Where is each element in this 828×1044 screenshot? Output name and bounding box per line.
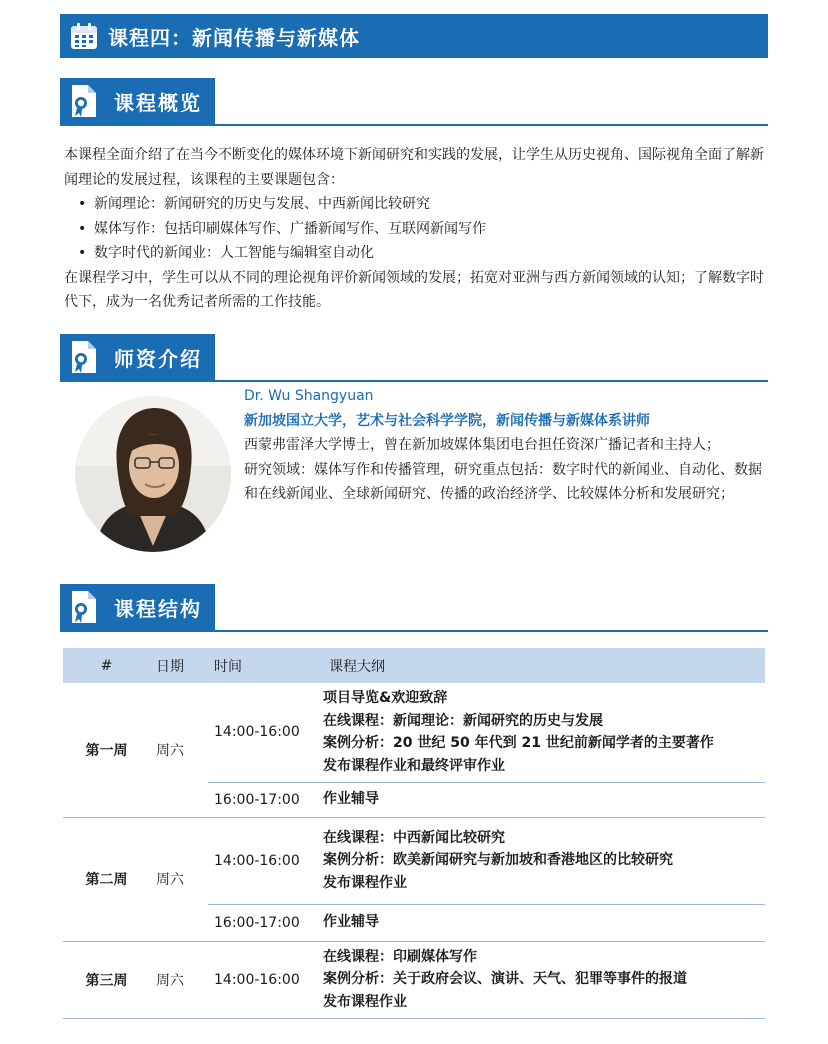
outline-cell: [315, 941, 765, 1018]
time-cell: 14:00-16:00: [208, 817, 315, 904]
outline-cell: [315, 782, 765, 817]
topic-item: • 媒体写作：包括印刷媒体写作、广播新闻写作、互联网新闻写作: [78, 217, 770, 242]
section-title: 课程结构: [114, 596, 202, 621]
header-time: 时间: [208, 648, 315, 683]
faculty-research: 研究领域：媒体写作和传播管理，研究重点包括：数字时代的新闻业、自动化、数据和在线新闻业、全球新闻研究、传播的政治经济学、比较媒体分析和发展研究；: [244, 461, 762, 502]
outline-item: 在线课程：新闻理论：新闻研究的历史与发展: [323, 712, 603, 729]
outline-item: 在线课程：印刷媒体写作: [323, 948, 477, 965]
outline-item: 作业辅导: [323, 914, 379, 931]
table-row: [63, 683, 765, 782]
calendar-icon: [60, 14, 108, 58]
section-header-faculty: [60, 334, 768, 382]
course-title: 课程四：新闻传播与新媒体: [108, 25, 360, 50]
table-row: [63, 941, 765, 1018]
faculty-photo: [75, 396, 231, 552]
outline-item: 案例分析：关于政府会议、演讲、天气、犯罪等事件的报道: [323, 971, 687, 988]
topic-item: • 数字时代的新闻业：人工智能与编辑室自动化: [78, 241, 770, 266]
outline-item: 项目导览&欢迎致辞: [323, 690, 448, 707]
header-num: #: [63, 648, 150, 683]
course-banner: [60, 14, 768, 58]
header-outline: 课程大纲: [315, 648, 765, 683]
time-cell: 16:00-17:00: [208, 782, 315, 817]
day-cell: 周六: [150, 683, 208, 817]
section-title: 课程概览: [114, 90, 202, 115]
section-title: 师资介绍: [114, 346, 202, 371]
outline-cell: [315, 904, 765, 941]
overview-outcome: 在课程学习中，学生可以从不同的理论视角评价新闻领域的发展；拓宽对亚洲与西方新闻领域的认知；了解数字时代下，成为一名优秀记者所需的工作技能。: [64, 269, 764, 310]
table-row: [63, 817, 765, 904]
schedule-table: [63, 648, 765, 1019]
section-header-overview: [60, 78, 768, 126]
topic-list: [64, 192, 770, 266]
time-cell: 14:00-16:00: [208, 683, 315, 782]
day-cell: 周六: [150, 817, 208, 941]
outline-item: 发布课程作业: [323, 874, 407, 891]
table-header-row: [63, 648, 765, 683]
time-cell: 14:00-16:00: [208, 941, 315, 1018]
overview-intro: 本课程全面介绍了在当今不断变化的媒体环境下新闻研究和实践的发展，让学生从历史视角、国际视角全面了解新闻理论的发展过程，该课程的主要课题包含：: [64, 147, 764, 188]
certificate-icon: [60, 78, 106, 124]
outline-cell: [315, 817, 765, 904]
faculty-bio: 西蒙弗雷泽大学博士，曾在新加坡媒体集团电台担任资深广播记者和主持人；: [244, 437, 720, 453]
outline-item: 发布课程作业: [323, 993, 407, 1010]
week-cell: 第三周: [63, 941, 150, 1018]
outline-item: 作业辅导: [323, 791, 379, 808]
outline-item: 发布课程作业和最终评审作业: [323, 757, 505, 774]
outline-item: 案例分析：20 世纪 50 年代到 21 世纪前新闻学者的主要著作: [323, 735, 714, 752]
outline-item: 案例分析：欧美新闻研究与新加坡和香港地区的比较研究: [323, 852, 673, 869]
header-date: 日期: [150, 648, 208, 683]
certificate-icon: [60, 584, 106, 630]
outline-item: 在线课程：中西新闻比较研究: [323, 829, 505, 846]
time-cell: 16:00-17:00: [208, 904, 315, 941]
faculty-info: [244, 384, 774, 507]
topic-item: • 新闻理论：新闻研究的历史与发展、中西新闻比较研究: [78, 192, 770, 217]
faculty-name: Dr. Wu Shangyuan: [244, 388, 374, 404]
faculty-title: 新加坡国立大学，艺术与社会科学学院，新闻传播与新媒体系讲师: [244, 412, 650, 429]
day-cell: 周六: [150, 941, 208, 1018]
outline-cell: [315, 683, 765, 782]
section-header-structure: [60, 584, 768, 632]
certificate-icon: [60, 334, 106, 380]
overview-text: [64, 143, 770, 315]
week-cell: 第二周: [63, 817, 150, 941]
week-cell: 第一周: [63, 683, 150, 817]
